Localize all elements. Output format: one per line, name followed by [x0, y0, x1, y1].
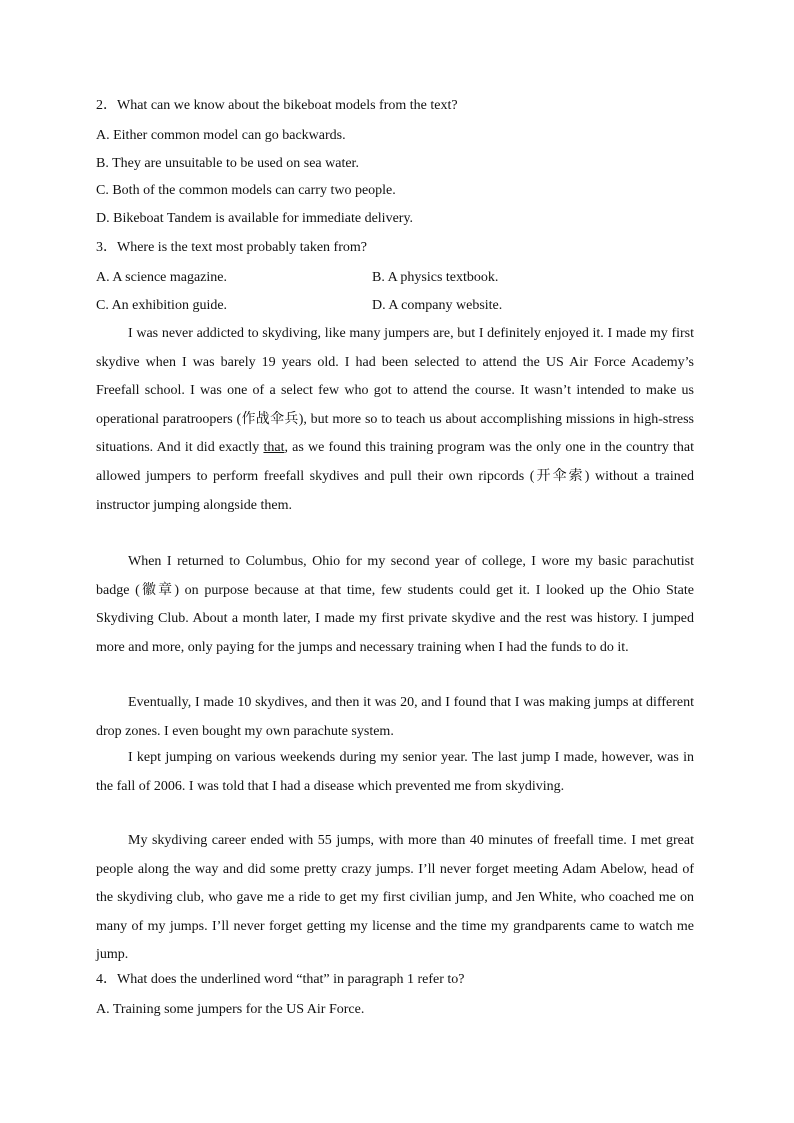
question-3-option-a: A. A science magazine.	[96, 270, 228, 285]
question-3-option-b: B. A physics textbook.	[372, 270, 499, 285]
question-3-stem: 3．Where is the text most probably taken from?	[96, 240, 367, 255]
passage-paragraph-5: My skydiving career ended with 55 jumps, with more than 40 minutes of freefall time. I met great people along the way and did some pretty crazy jumps. I’ll never forget meeting Adam Abelow, head of the skydiving club, who gave me a ride to get my first civilian jump, and Jen White, who coached me on many of my jumps. I’ll never forget getting my license and the time my grandparents came to watch me jump.	[96, 833, 694, 963]
question-2-option-d: D. Bikeboat Tandem is available for immediate delivery.	[96, 211, 414, 226]
underlined-word-that: that	[263, 440, 285, 456]
question-2-option-a: A. Either common model can go backwards.	[96, 128, 346, 143]
question-3-option-d: D. A company website.	[372, 298, 503, 313]
passage-paragraph-3: Eventually, I made 10 skydives, and then it was 20, and I found that I was making jumps at different drop zones. I even bought my own parachute system.	[96, 695, 694, 739]
passage-paragraph-4: I kept jumping on various weekends during my senior year. The last jump I made, however, was in the fall of 2006. I was told that I had a disease which prevented me from skydiving.	[96, 750, 694, 794]
question-2-stem: 2．What can we know about the bikeboat models from the text?	[96, 98, 458, 113]
passage-paragraph-1	[96, 320, 694, 520]
question-2-option-b: B. They are unsuitable to be used on sea water.	[96, 156, 359, 171]
question-3-option-c: C. An exhibition guide.	[96, 298, 228, 313]
question-4-stem: 4．What does the underlined word “that” in paragraph 1 refer to?	[96, 972, 465, 987]
paragraph-1-text-before: I was never addicted to skydiving, like many jumpers are, but I definitely enjoyed it. I made my first skydive when I was barely 19 years old. I had been selected to attend the US Air Force Academy’s Freefall school. I was one of a select few who got to attend the course. It wasn’t intended to make us operational paratroopers (作战伞兵), but more so to teach us about accomplishing missions in high-stress situations. And it did exactly	[96, 326, 694, 456]
question-4-option-a: A. Training some jumpers for the US Air Force.	[96, 1002, 365, 1017]
paragraph-1-text-after: , as we found this training program was the only one in the country that allowed jumpers to perform freefall skydives and pull their own ripcords (开伞索) without a trained instructor jumping alongside them.	[96, 440, 694, 513]
question-2-option-c: C. Both of the common models can carry two people.	[96, 183, 396, 198]
passage-paragraph-2: When I returned to Columbus, Ohio for my second year of college, I wore my basic parachutist badge (徽章) on purpose because at that time, few students could get it. I looked up the Ohio State Skydiving Club. About a month later, I made my first private skydive and the rest was history. I jumped more and more, only paying for the jumps and necessary training when I had the funds to do it.	[96, 554, 694, 655]
